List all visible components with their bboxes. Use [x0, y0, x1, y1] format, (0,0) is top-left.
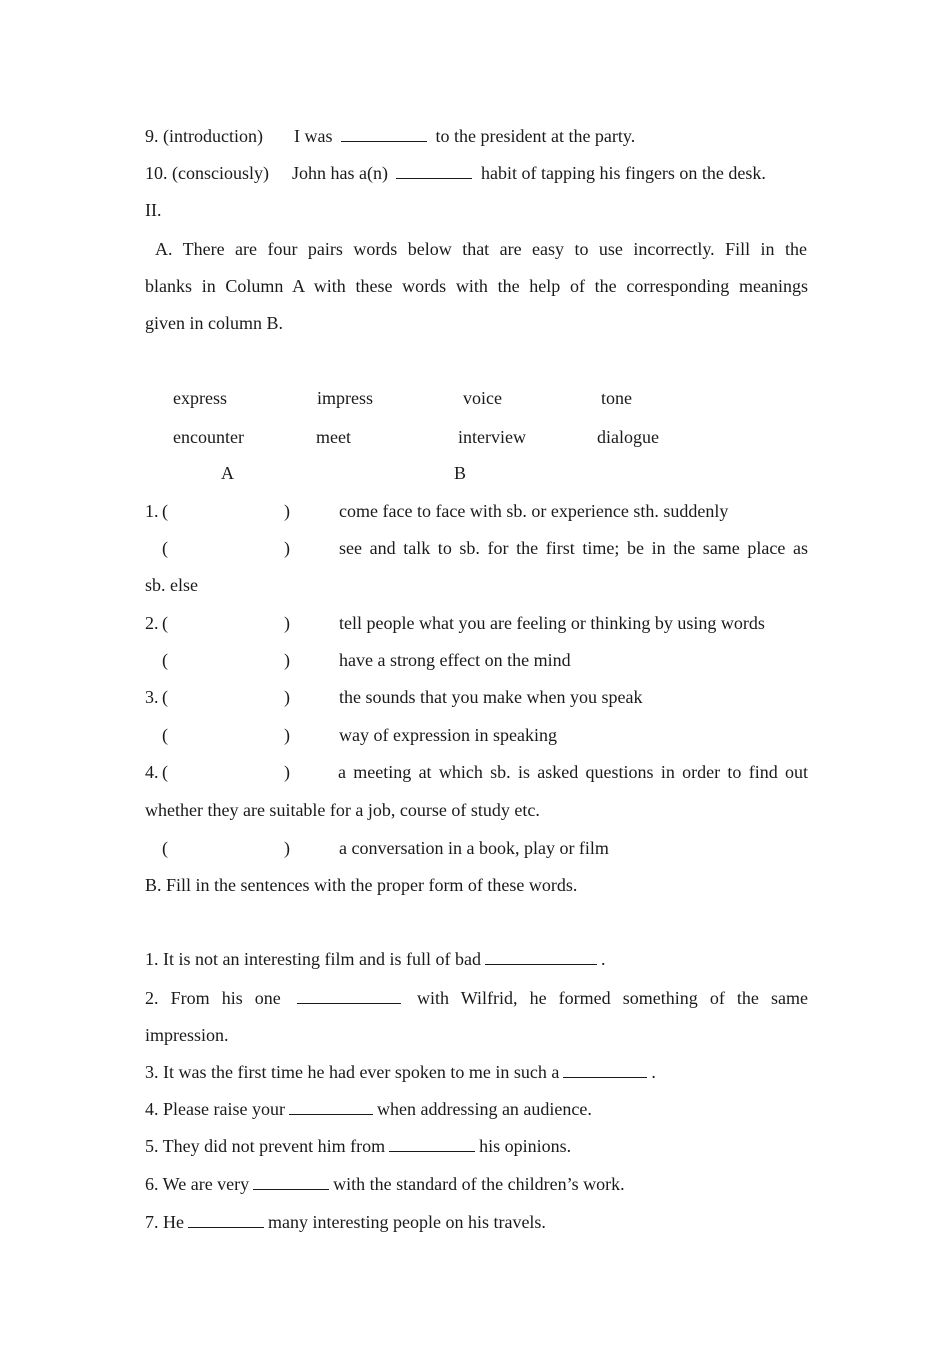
paren-open: (: [162, 725, 168, 745]
meaning-text: a conversation in a book, play or film: [339, 838, 609, 858]
column-a-header: A: [221, 463, 234, 483]
sentence-2: [145, 987, 808, 1009]
meaning-text: have a strong effect on the mind: [339, 650, 571, 670]
sentence-3: [145, 1061, 810, 1083]
answer-slot[interactable]: [175, 761, 280, 783]
hint-word: (consciously): [172, 163, 269, 183]
sentence-5: [145, 1135, 810, 1157]
sentence-before: 7. He: [145, 1212, 184, 1232]
answer-slot[interactable]: [175, 537, 280, 559]
sentence-4: [145, 1098, 810, 1120]
sentence-after: his opinions.: [479, 1136, 572, 1156]
instructions-line-3: given in column B.: [145, 313, 283, 333]
sentence-before: John has a(n): [291, 163, 388, 183]
part-b-heading: B. Fill in the sentences with the proper form of these words.: [145, 875, 578, 895]
word-bank-item: encounter: [173, 427, 244, 447]
sentence-before: I was: [293, 126, 333, 146]
word-bank-item: express: [173, 388, 227, 408]
sentence-before: 2. From his one: [145, 988, 281, 1008]
sentence-after: to the president at the party.: [435, 126, 636, 146]
sentence-before: 3. It was the first time he had ever spoken to me in such a: [145, 1062, 560, 1082]
paren-close: ): [284, 650, 290, 670]
answer-blank[interactable]: [485, 948, 597, 965]
word-bank-item: interview: [458, 427, 526, 447]
paren-open: (: [162, 613, 168, 633]
item-number: 2.: [145, 613, 159, 633]
paren-close: ): [284, 538, 290, 558]
answer-blank[interactable]: [396, 162, 472, 179]
paren-open: (: [162, 650, 168, 670]
question-number: 9.: [145, 126, 159, 146]
meaning-text: way of expression in speaking: [339, 725, 557, 745]
paren-open: (: [162, 687, 168, 707]
meaning-text: tell people what you are feeling or thinking by using words: [339, 613, 765, 633]
sentence-2-continuation: impression.: [145, 1025, 229, 1045]
item-number: 3.: [145, 687, 159, 707]
answer-slot[interactable]: [175, 837, 280, 859]
sentence-before: 6. We are very: [145, 1174, 250, 1194]
question-10: [145, 162, 810, 184]
instructions-line-1: A. There are four pairs words below that are easy to use incorrectly. Fill in the: [155, 239, 807, 259]
paren-open: (: [162, 501, 168, 521]
paren-close: ): [284, 725, 290, 745]
section-heading: II.: [145, 200, 162, 220]
question-number: 10.: [145, 163, 168, 183]
column-b-header: B: [454, 463, 467, 483]
answer-blank[interactable]: [253, 1173, 329, 1190]
meaning-continuation: sb. else: [145, 575, 198, 595]
sentence-after: with Wilfrid, he formed something of the same: [416, 988, 808, 1008]
word-bank-item: dialogue: [597, 427, 659, 447]
sentence-after: .: [600, 949, 606, 969]
paren-close: ): [284, 838, 290, 858]
meaning-continuation: whether they are suitable for a job, course of study etc.: [145, 800, 540, 820]
sentence-before: 5. They did not prevent him from: [145, 1136, 386, 1156]
word-bank-item: voice: [463, 388, 502, 408]
answer-blank[interactable]: [188, 1211, 264, 1228]
meaning-text: see and talk to sb. for the first time; be in the same place as: [339, 538, 808, 558]
item-number: 1.: [145, 501, 159, 521]
paren-close: ): [284, 501, 290, 521]
answer-slot[interactable]: [175, 686, 280, 708]
sentence-7: [145, 1211, 810, 1233]
question-9: [145, 125, 810, 147]
sentence-before: 1. It is not an interesting film and is full of bad: [145, 949, 481, 969]
item-number: 4.: [145, 762, 159, 782]
sentence-after: .: [651, 1062, 656, 1082]
answer-slot[interactable]: [175, 500, 280, 522]
sentence-6: [145, 1173, 810, 1195]
sentence-after: habit of tapping his fingers on the desk.: [480, 163, 766, 183]
sentence-before: 4. Please raise your: [145, 1099, 285, 1119]
answer-blank[interactable]: [389, 1135, 475, 1152]
answer-blank[interactable]: [289, 1098, 373, 1115]
word-bank-item: impress: [317, 388, 373, 408]
meaning-text: the sounds that you make when you speak: [339, 687, 643, 707]
answer-slot[interactable]: [175, 724, 280, 746]
paren-open: (: [162, 838, 168, 858]
answer-blank[interactable]: [341, 125, 427, 142]
paren-close: ): [284, 762, 290, 782]
sentence-after: when addressing an audience.: [376, 1099, 592, 1119]
paren-open: (: [162, 538, 168, 558]
word-bank-item: tone: [601, 388, 632, 408]
hint-word: (introduction): [163, 126, 263, 146]
answer-slot[interactable]: [175, 612, 280, 634]
paren-close: ): [284, 613, 290, 633]
sentence-after: many interesting people on his travels.: [268, 1212, 546, 1232]
sentence-after: with the standard of the children’s work.: [333, 1174, 625, 1194]
paren-open: (: [162, 762, 168, 782]
paren-close: ): [284, 687, 290, 707]
sentence-1: [145, 948, 810, 970]
meaning-text: a meeting at which sb. is asked questions in order to find out: [338, 762, 808, 782]
answer-blank[interactable]: [563, 1061, 647, 1078]
instructions-line-2: blanks in Column A with these words with the help of the corresponding meanings: [145, 276, 808, 296]
meaning-text: come face to face with sb. or experience sth. suddenly: [339, 501, 729, 521]
answer-blank[interactable]: [297, 987, 401, 1004]
answer-slot[interactable]: [175, 649, 280, 671]
word-bank-item: meet: [316, 427, 351, 447]
